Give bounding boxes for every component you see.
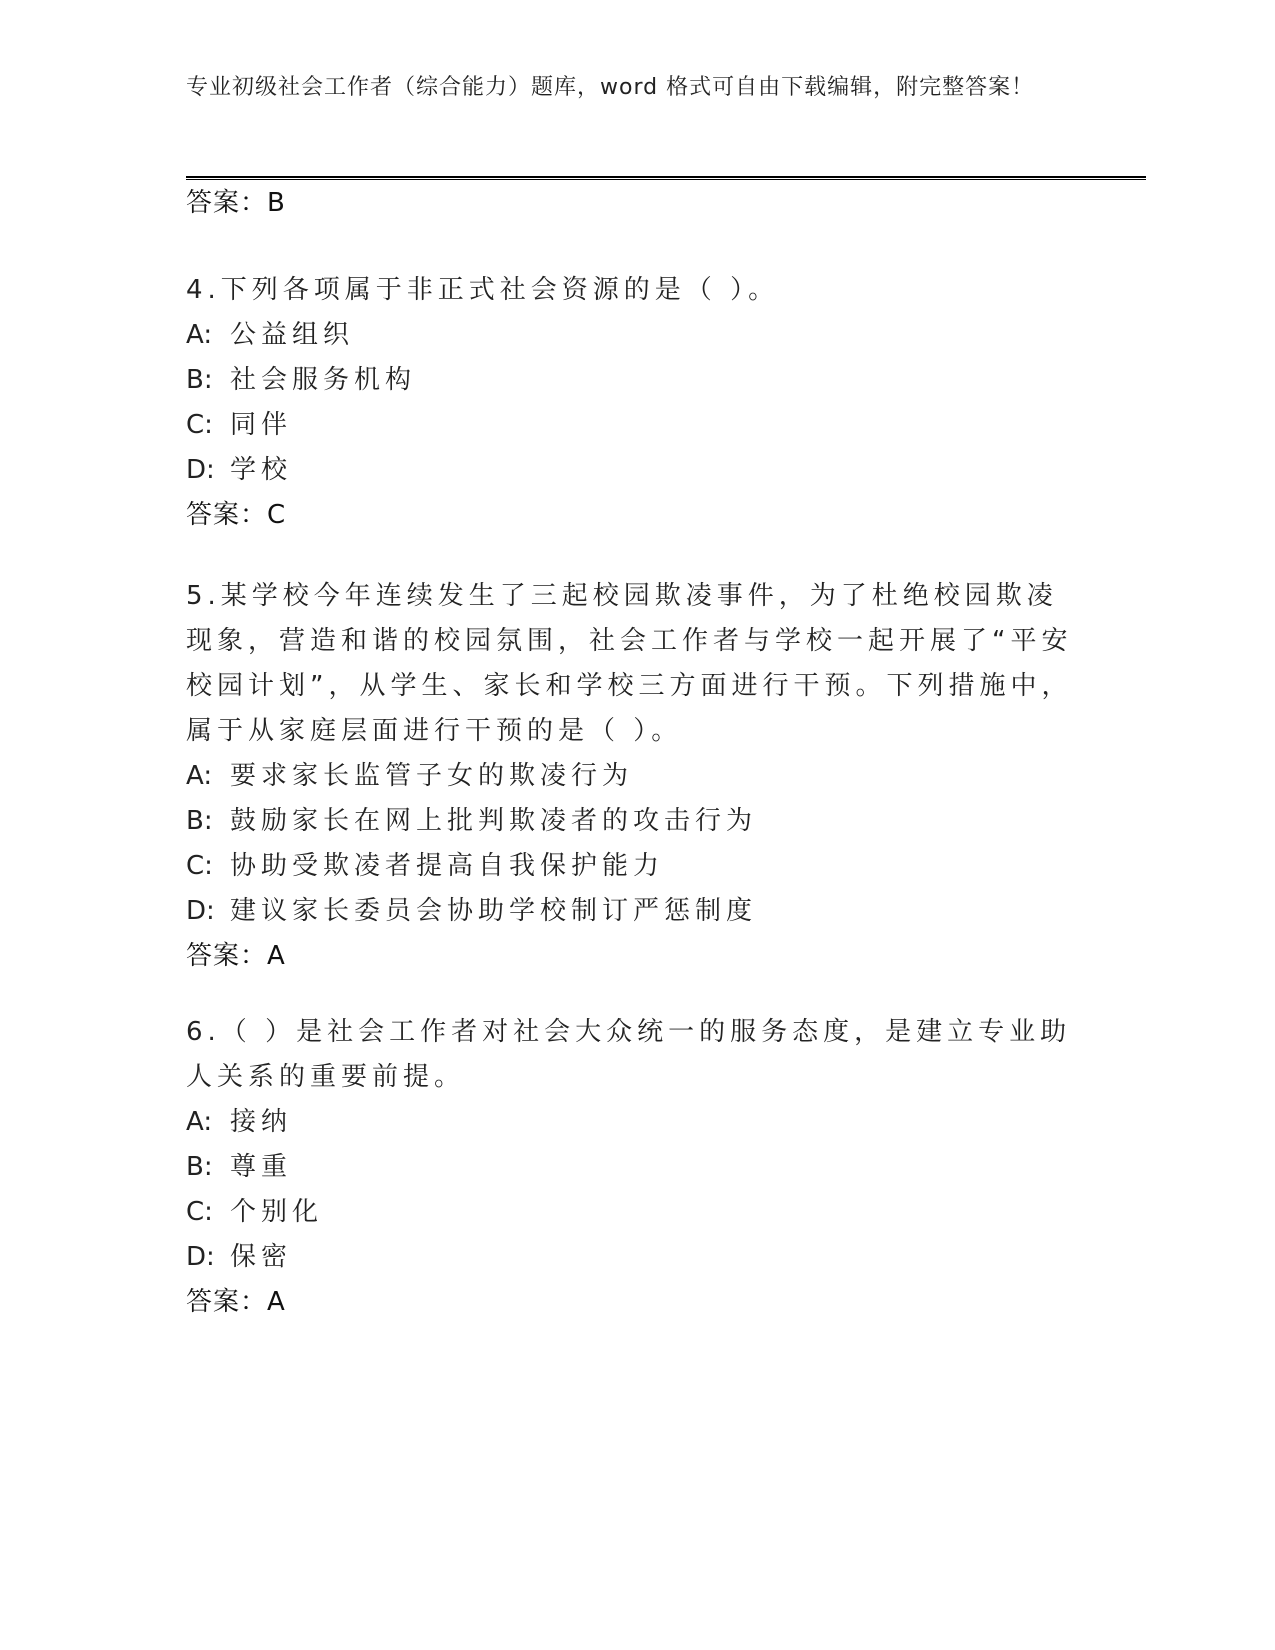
option-d — [186, 448, 1076, 493]
option-letter: A: — [186, 761, 213, 791]
option-text: 保密 — [230, 1242, 293, 1272]
option-b — [186, 1145, 1076, 1190]
option-text: 要求家长监管子女的欺凌行为 — [230, 761, 634, 791]
option-text: 公益组织 — [230, 320, 355, 350]
option-letter: C: — [186, 851, 213, 881]
option-text: 学校 — [230, 455, 293, 485]
option-letter: D: — [186, 896, 215, 926]
option-d — [186, 1235, 1076, 1280]
question-answer: 答案：A — [186, 941, 286, 971]
question-stem: 4.下列各项属于非正式社会资源的是（ ）。 — [186, 275, 780, 305]
question-5 — [186, 574, 1076, 979]
option-a — [186, 313, 1076, 358]
option-text: 社会服务机构 — [230, 365, 417, 395]
option-c — [186, 1190, 1076, 1235]
option-text: 尊重 — [230, 1152, 293, 1182]
option-letter: A: — [186, 1107, 213, 1137]
option-text: 协助受欺凌者提高自我保护能力 — [230, 851, 665, 881]
option-letter: B: — [186, 806, 213, 836]
question-answer: 答案：A — [186, 1287, 286, 1317]
option-a — [186, 1100, 1076, 1145]
question-answer: 答案：C — [186, 500, 287, 530]
option-letter: B: — [186, 1152, 213, 1182]
option-text: 接纳 — [230, 1107, 293, 1137]
question-4 — [186, 268, 1076, 538]
option-c — [186, 403, 1076, 448]
question-stem: 6.（ ）是社会工作者对社会大众统一的服务态度，是建立专业助人关系的重要前提。 — [186, 1017, 1072, 1092]
option-b — [186, 799, 1076, 844]
option-letter: C: — [186, 1197, 213, 1227]
option-text: 个别化 — [230, 1197, 324, 1227]
option-text: 建议家长委员会协助学校制订严惩制度 — [230, 896, 758, 926]
option-letter: B: — [186, 365, 213, 395]
option-letter: D: — [186, 455, 215, 485]
previous-answer: 答案：B — [186, 188, 286, 218]
question-stem: 5.某学校今年连续发生了三起校园欺凌事件，为了杜绝校园欺凌现象，营造和谐的校园氛围，社会工作者与学校一起开展了“平安校园计划”，从学生、家长和学校三方面进行干预。下列措施中，属于从家庭层面进行干预的是（ ）。 — [186, 581, 1073, 746]
option-d — [186, 889, 1076, 934]
option-text: 同伴 — [230, 410, 293, 440]
question-6 — [186, 1010, 1076, 1325]
option-a — [186, 754, 1076, 799]
document-header: 专业初级社会工作者（综合能力）题库，word 格式可自由下载编辑，附完整答案！ — [186, 75, 1035, 100]
option-text: 鼓励家长在网上批判欺凌者的攻击行为 — [230, 806, 758, 836]
option-letter: A: — [186, 320, 213, 350]
option-letter: C: — [186, 410, 213, 440]
option-letter: D: — [186, 1242, 215, 1272]
option-b — [186, 358, 1076, 403]
option-c — [186, 844, 1076, 889]
header-rule — [186, 176, 1146, 180]
